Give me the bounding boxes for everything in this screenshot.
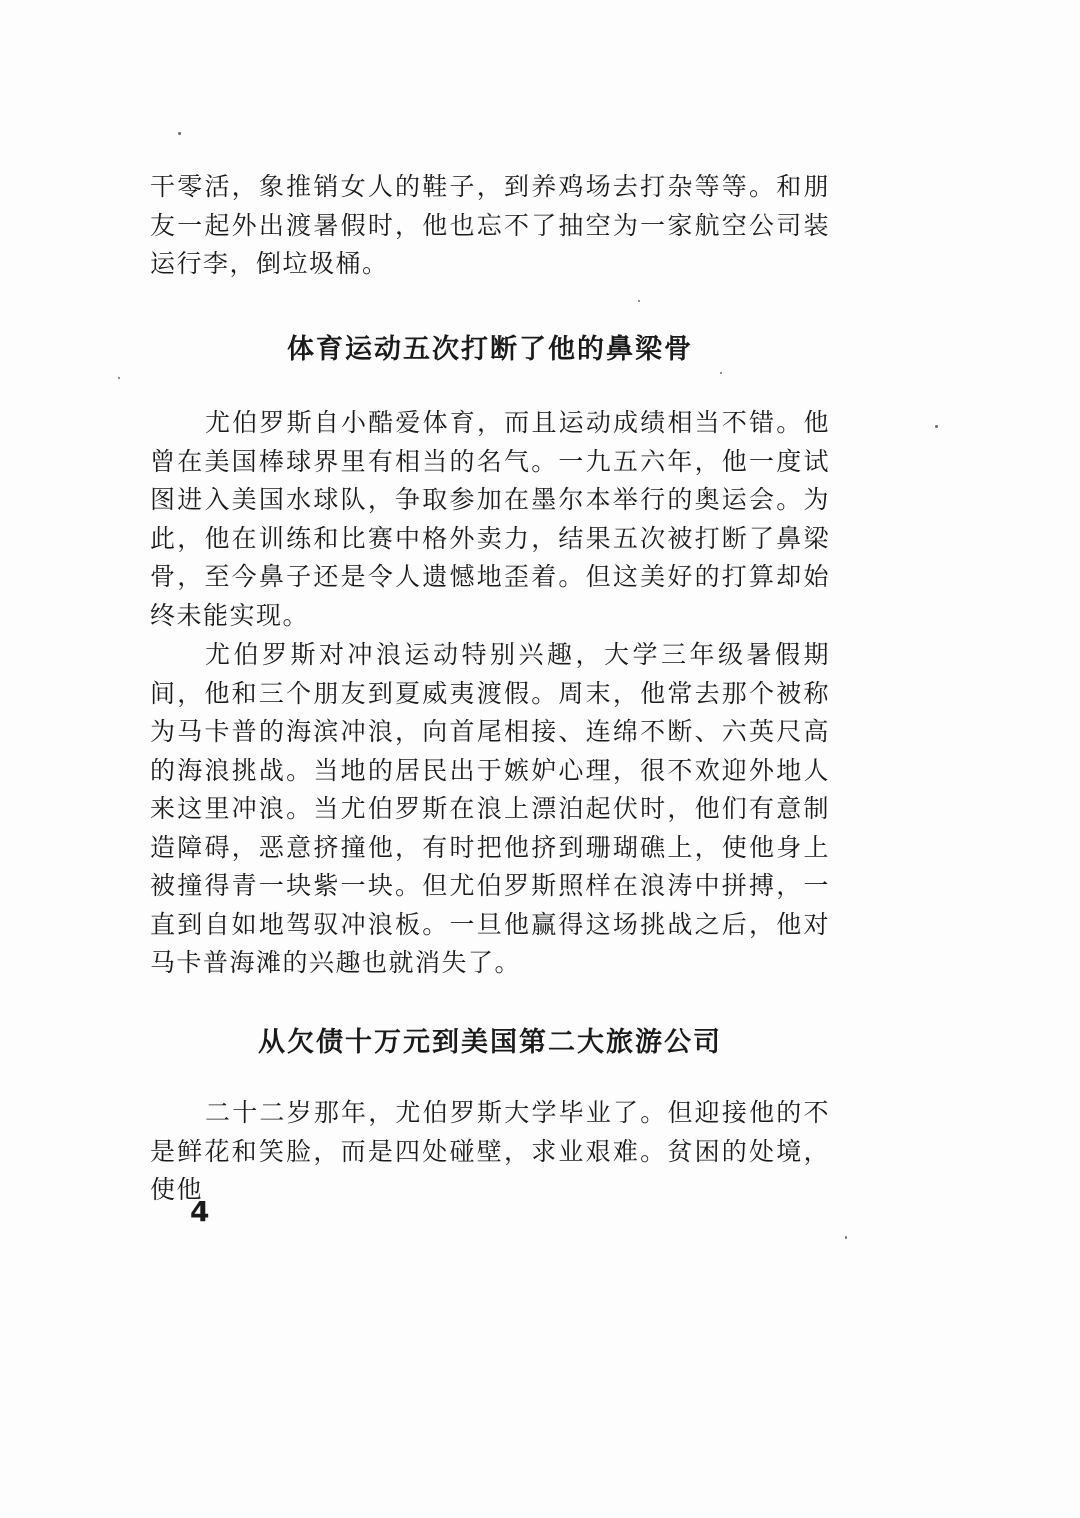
paragraph-surfing [150, 636, 830, 983]
section-heading-nose-bone: 体育运动五次打断了他的鼻梁骨 [287, 334, 693, 365]
paragraph-text: 二十二岁那年，尤伯罗斯大学毕业了。但迎接他的不是鲜花和笑脸，而是四处碰壁，求业艰难。贫困的处境，使他 [150, 1098, 830, 1204]
paragraph-sports [150, 404, 830, 635]
scan-speck [935, 425, 938, 428]
paragraph-text: 干零活，象推销女人的鞋子，到养鸡场去打杂等等。和朋友一起外出渡暑假时，他也忘不了抽空为一家航空公司装运行李，倒垃圾桶。 [150, 172, 830, 278]
scan-speck [118, 377, 120, 379]
paragraph-text: 尤伯罗斯自小酷爱体育，而且运动成绩相当不错。他曾在美国棒球界里有相当的名气。一九五六年，他一度试图进入美国水球队，争取参加在墨尔本举行的奥运会。为此，他在训练和比赛中格外卖力，结果五次被打断了鼻梁骨，至今鼻子还是令人遗憾地歪着。但这美好的打算却始终未能实现。 [150, 408, 830, 630]
paragraph-continued [150, 168, 830, 284]
scan-speck [638, 300, 640, 302]
paragraph-graduation [150, 1094, 830, 1210]
paragraph-text: 尤伯罗斯对冲浪运动特别兴趣，大学三年级暑假期间，他和三个朋友到夏威夷渡假。周末，他常去那个被称为马卡普的海滨冲浪，向首尾相接、连绵不断、六英尺高的海浪挑战。当地的居民出于嫉妒心理，很不欢迎外地人来这里冲浪。当尤伯罗斯在浪上漂泊起伏时，他们有意制造障碍，恶意挤撞他，有时把他挤到珊瑚礁上，使他身上被撞得青一块紫一块。但尤伯罗斯照样在浪涛中拼搏，一直到自如地驾驭冲浪板。一旦他赢得这场挑战之后，他对马卡普海滩的兴趣也就消失了。 [150, 640, 830, 977]
page-number: 4 [190, 1195, 210, 1228]
scan-speck [845, 1236, 847, 1239]
scan-speck [178, 132, 181, 135]
scan-speck [720, 372, 722, 374]
section-heading-travel-company: 从欠债十万元到美国第二大旅游公司 [258, 1027, 722, 1058]
